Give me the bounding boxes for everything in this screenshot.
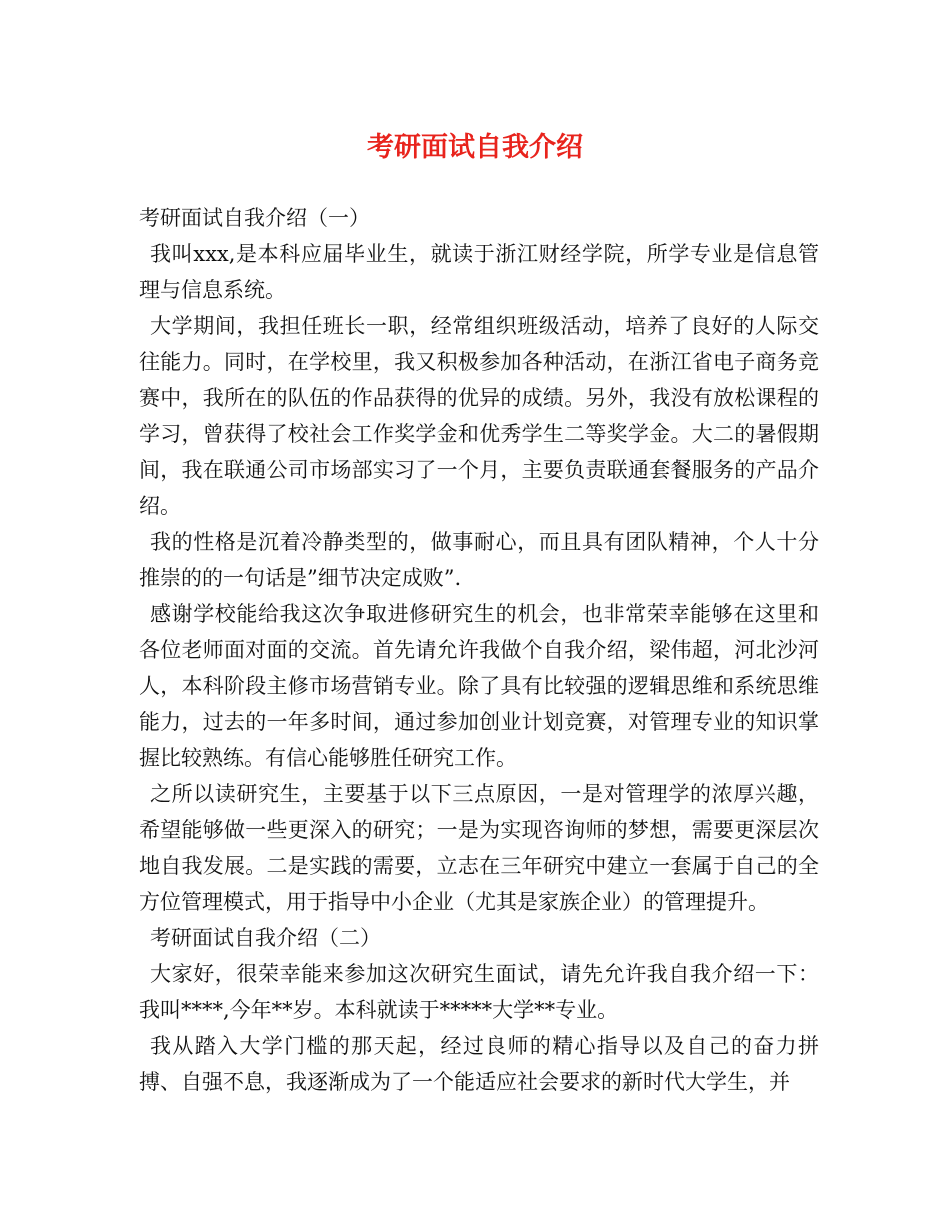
paragraph: 大家好，很荣幸能来参加这次研究生面试，请先允许我自我介绍一下：我叫****,今年**岁。本科就读于*****大学**专业。 (139, 962, 819, 1022)
paragraph: 考研面试自我介绍（一） (139, 206, 370, 230)
paragraph: 我的性格是沉着冷静类型的，做事耐心，而且具有团队精神，个人十分推崇的的一句话是”细节决定成败”. (139, 530, 819, 590)
paragraph: 大学期间，我担任班长一职，经常组织班级活动，培养了良好的人际交往能力。同时，在学校里，我又积极参加各种活动，在浙江省电子商务竞赛中，我所在的队伍的作品获得的优异的成绩。另外，我没有放松课程的学习，曾获得了校社会工作奖学金和优秀学生二等奖学金。大二的暑假期间，我在联通公司市场部实习了一个月，主要负责联通套餐服务的产品介绍。 (139, 314, 819, 518)
paragraph: 考研面试自我介绍（二） (150, 926, 381, 950)
document-body (139, 200, 819, 1100)
paragraph: 之所以读研究生，主要基于以下三点原因，一是对管理学的浓厚兴趣，希望能够做一些更深入的研究；一是为实现咨询师的梦想，需要更深层次地自我发展。二是实践的需要，立志在三年研究中建立一套属于自己的全方位管理模式，用于指导中小企业（尤其是家族企业）的管理提升。 (139, 782, 819, 914)
paragraph: 感谢学校能给我这次争取进修研究生的机会，也非常荣幸能够在这里和各位老师面对面的交流。首先请允许我做个自我介绍，梁伟超，河北沙河人，本科阶段主修市场营销专业。除了具有比较强的逻辑思维和系统思维能力，过去的一年多时间，通过参加创业计划竞赛，对管理专业的知识掌握比较熟练。有信心能够胜任研究工作。 (139, 602, 819, 770)
paragraph: 我叫xxx,是本科应届毕业生，就读于浙江财经学院，所学专业是信息管理与信息系统。 (139, 242, 819, 302)
paragraph: 我从踏入大学门槛的那天起，经过良师的精心指导以及自己的奋力拼搏、自强不息，我逐渐成为了一个能适应社会要求的新时代大学生，并 (139, 1034, 819, 1094)
document-title: 考研面试自我介绍 (367, 132, 583, 163)
